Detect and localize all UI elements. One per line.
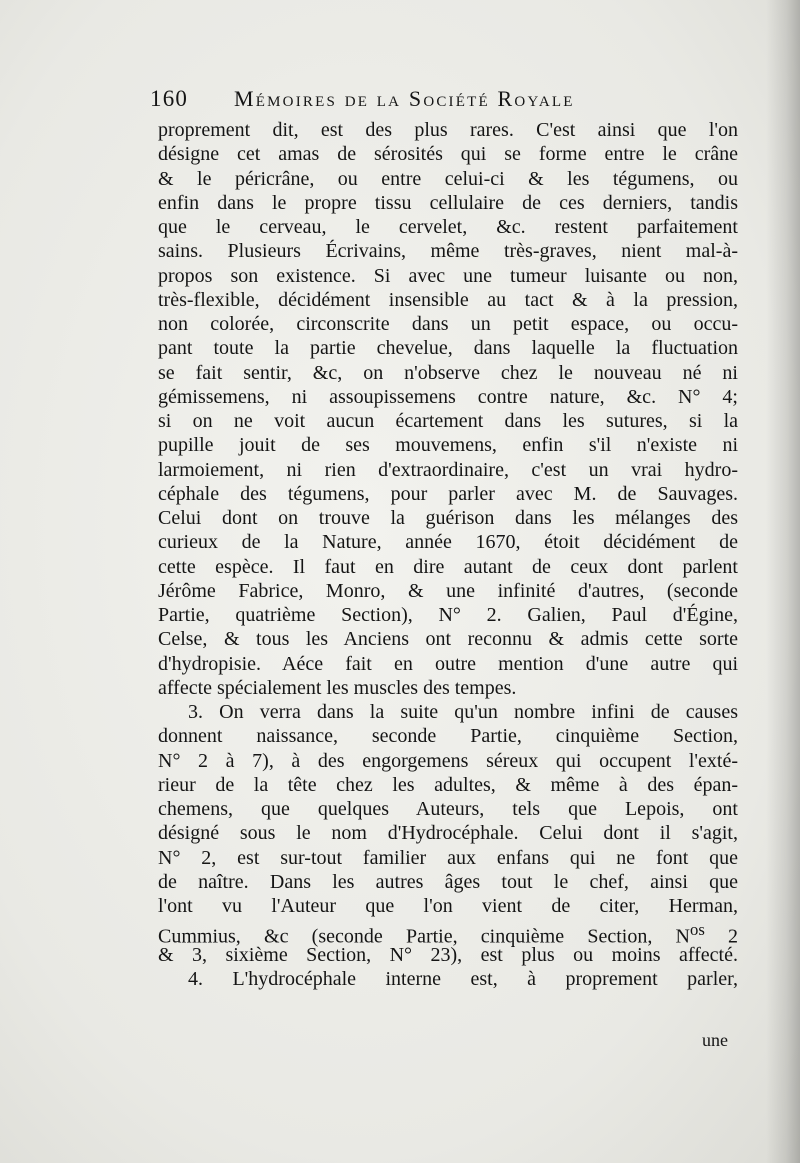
text-line: Partie, quatrième Section), N° 2. Galien, Paul d'Égine, xyxy=(158,604,738,626)
text-line: affecte spécialement les muscles des tempes. xyxy=(158,676,517,699)
text-line: Celui dont on trouve la guérison dans les mélanges des xyxy=(158,507,738,529)
text-line: si on ne voit aucun écartement dans les sutures, si la xyxy=(158,410,738,432)
catchword: une xyxy=(702,1030,728,1050)
text-line: gémissemens, ni assoupissemens contre nature, &c. N° 4; xyxy=(158,385,738,408)
text-line: désigné sous le nom d'Hydrocéphale. Celui dont il s'agit, xyxy=(158,822,738,845)
text-line: non colorée, circonscrite dans un petit espace, ou occu- xyxy=(158,313,738,335)
text-line: rieur de la tête chez les adultes, & même à des épan- xyxy=(158,773,738,796)
text-line: Jérôme Fabrice, Monro, & une infinité d'autres, (seconde xyxy=(158,579,738,602)
text-line: très-flexible, décidément insensible au tact & à la pression, xyxy=(158,288,738,311)
text-line: N° 2 à 7), à des engorgemens séreux qui occupent l'exté- xyxy=(158,749,738,772)
text-line: curieux de la Nature, année 1670, étoit décidément de xyxy=(158,531,738,554)
text-line: d'hydropisie. Aéce fait en outre mention d'une autre qui xyxy=(158,652,738,675)
text-line: de naître. Dans les autres âges tout le chef, ainsi que xyxy=(158,870,738,893)
text-line: larmoiement, ni rien d'extraordinaire, c'est un vrai hydro- xyxy=(158,458,738,481)
text-line: propos son existence. Si avec une tumeur luisante ou non, xyxy=(158,264,738,287)
text-line: l'ont vu l'Auteur que l'on vient de citer, Herman, xyxy=(158,895,738,917)
text-line: enfin dans le propre tissu cellulaire de ces derniers, tandis xyxy=(158,191,738,214)
text-line: N° 2, est sur-tout familier aux enfans qui ne font que xyxy=(158,846,738,869)
text-line: se fait sentir, &c, on n'observe chez le nouveau né ni xyxy=(158,361,738,384)
text-line: & 3, sixième Section, N° 23), est plus ou moins affecté. xyxy=(158,943,738,966)
text-line: cette espèce. Il faut en dire autant de ceux dont parlent xyxy=(158,555,738,578)
text-line: & le péricrâne, ou entre celui-ci & les tégumens, ou xyxy=(158,167,738,190)
text-line: Celse, & tous les Anciens ont reconnu & admis cette sorte xyxy=(158,628,738,651)
page-header xyxy=(150,84,670,118)
text-line: donnent naissance, seconde Partie, cinquième Section, xyxy=(158,725,738,748)
text-line: désigne cet amas de sérosités qui se forme entre le crâne xyxy=(158,143,738,166)
text-line: proprement dit, est des plus rares. C'est ainsi que l'on xyxy=(158,119,738,141)
text-line: pupille jouit de ses mouvemens, enfin s'il n'existe ni xyxy=(158,434,738,457)
page-gutter-shadow xyxy=(766,0,800,1163)
paragraph-start-line: 4. L'hydrocéphale interne est, à proprement parler, xyxy=(188,967,738,990)
text-line: céphale des tégumens, pour parler avec M. de Sauvages. xyxy=(158,482,738,505)
text-line: que le cerveau, le cervelet, &c. restent parfaitement xyxy=(158,216,738,238)
paragraph-start-line: 3. On verra dans la suite qu'un nombre infini de causes xyxy=(188,701,738,723)
running-title: Mémoires de la Société Royale xyxy=(234,86,575,111)
page-number: 160 xyxy=(150,86,189,111)
text-line: Cummius, &c (seconde Partie, cinquième Section, $N^{os}$ 2 xyxy=(158,920,739,948)
text-line: sains. Plusieurs Écrivains, même très-graves, nient mal-à- xyxy=(158,240,738,263)
body-text xyxy=(158,118,738,991)
text-line: chemens, que quelques Auteurs, tels que Lepois, ont xyxy=(158,798,738,820)
text-line: pant toute la partie chevelue, dans laquelle la fluctuation xyxy=(158,337,738,360)
